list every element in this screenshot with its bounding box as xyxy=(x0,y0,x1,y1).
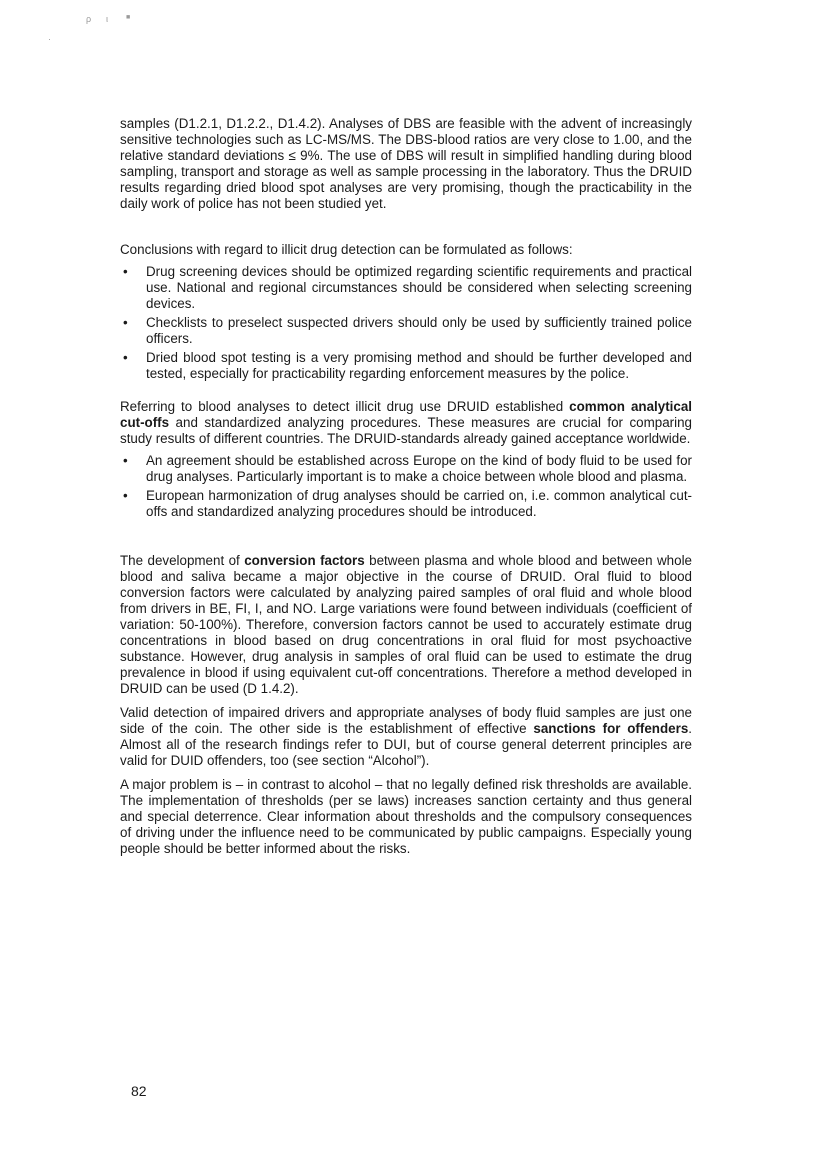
bullet-icon: • xyxy=(123,264,128,279)
list-item: • Dried blood spot testing is a very promising method and should be further developed and tested, especially for practicability regarding enforcement measures by the police. xyxy=(123,350,692,381)
list-item: • Checklists to preselect suspected drivers should only be used by sufficiently trained police officers. xyxy=(123,315,692,346)
bold-term: sanctions for offenders xyxy=(533,721,689,736)
bullet-icon: • xyxy=(123,350,128,365)
list-item: • European harmonization of drug analyses should be carried on, i.e. common analytical cut-offs and standardized analyzing procedures should be introduced. xyxy=(123,488,692,519)
scan-mark: ρ xyxy=(86,14,92,24)
paragraph-sanctions: Valid detection of impaired drivers and appropriate analyses of body fluid samples are just one side of the coin. The other side is the establishment of effective sanctions for offenders. Almost all of the research findings refer to DUI, but of course general deterrent principles are valid for DUID offenders, too (see section “Alcohol”). xyxy=(120,705,692,768)
bold-term: common analytical cut-offs xyxy=(120,399,692,430)
bullet-icon: • xyxy=(123,453,128,468)
paragraph-cutoffs: Referring to blood analyses to detect illicit drug use DRUID established common analytical cut-offs and standardized analyzing procedures. These measures are crucial for comparing study results of different countries. The DRUID-standards already gained acceptance worldwide. xyxy=(120,399,692,446)
paragraph-conclusions-intro: Conclusions with regard to illicit drug detection can be formulated as follows: xyxy=(120,242,573,257)
scan-mark: · xyxy=(48,34,51,44)
list-item: • An agreement should be established across Europe on the kind of body fluid to be used for drug analyses. Particularly important is to make a choice between whole blood and plasma. xyxy=(123,453,692,484)
bullet-icon: • xyxy=(123,488,128,503)
page-number: 82 xyxy=(131,1083,147,1099)
paragraph-dbs: samples (D1.2.1, D1.2.2., D1.4.2). Analyses of DBS are feasible with the advent of increasingly sensitive technologies such as LC-MS/MS. The DBS-blood ratios are very close to 1.00, and the relative standard deviations ≤ 9%. The use of DBS will result in simplified handling during blood sampling, transport and storage as well as sample processing in the laboratory. Thus the DRUID results regarding dried blood spot analyses are very promising, though the practicability in the daily work of police has not been studied yet. xyxy=(120,116,692,211)
scan-mark: ι xyxy=(106,14,108,24)
bullet-icon: • xyxy=(123,315,128,330)
scan-mark: ■ xyxy=(126,14,131,21)
conclusions-list xyxy=(120,264,692,382)
harmonization-list xyxy=(120,453,692,520)
list-item: • Drug screening devices should be optimized regarding scientific requirements and practical use. National and regional circumstances should be considered when selecting screening devices. xyxy=(123,264,692,311)
paragraph-conversion-factors: The development of conversion factors between plasma and whole blood and between whole blood and saliva became a major objective in the course of DRUID. Oral fluid to blood conversion factors were calculated by analyzing paired samples of oral fluid and whole blood from drivers in BE, FI, I, and NO. Large variations were found between individuals (coefficient of variation: 50-100%). Therefore, conversion factors cannot be used to accurately estimate drug concentrations in blood based on drug concentrations in oral fluid for most psychoactive substance. However, drug analysis in samples of oral fluid can be used to estimate the drug prevalence in blood if using equivalent cut-off concentrations. Therefore a method developed in DRUID can be used (D 1.4.2). xyxy=(120,553,692,696)
bold-term: conversion factors xyxy=(244,553,365,568)
document-body xyxy=(120,116,692,857)
paragraph-thresholds: A major problem is – in contrast to alcohol – that no legally defined risk thresholds are available. The implementation of thresholds (per se laws) increases sanction certainty and thus general and special deterrence. Clear information about thresholds and the compulsory consequences of driving under the influence need to be communicated by public campaigns. Especially young people should be better informed about the risks. xyxy=(120,777,692,856)
